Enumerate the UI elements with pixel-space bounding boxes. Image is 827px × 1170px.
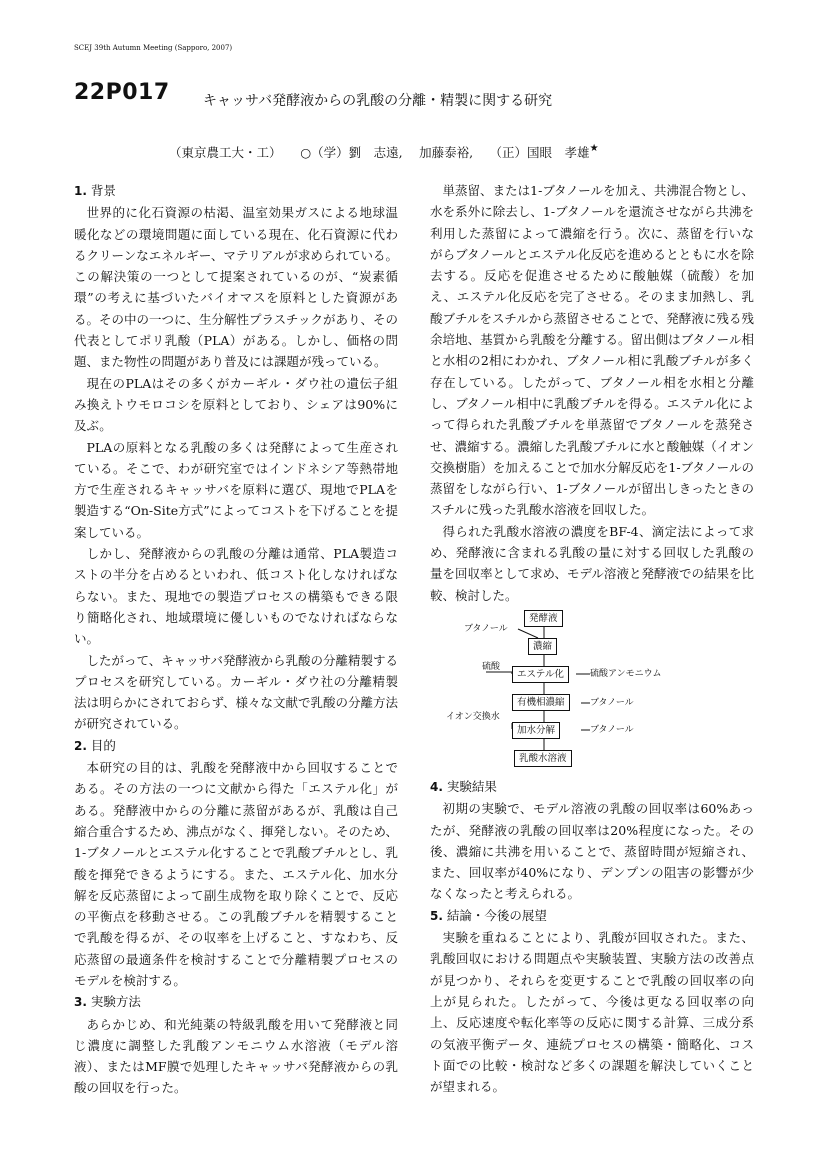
flow-box-fermentation-broth: 発酵液 [524, 610, 563, 627]
flow-output-ammonium-sulfate: 硫酸アンモニウム [590, 668, 662, 679]
author-mark: ★ [589, 143, 599, 154]
paper-title: キャッサバ発酵液からの乳酸の分離・精製に関する研究 [203, 93, 553, 109]
section-heading-4 [430, 776, 754, 798]
authors-text: （東京農工大・工） ○（学）劉 志遠, 加藤泰裕, （正）国眼 孝雄 [169, 145, 590, 160]
flow-input-sulfuric-acid: 硫酸 [482, 661, 501, 672]
section-title: 目的 [90, 737, 116, 753]
paragraph: 得られた乳酸水溶液の濃度をBF-4、滴定法によって求め、発酵液に含まれる乳酸の量に対する回収した乳酸の量を回収率として求め、モデル溶液と発酵液での結果を比較、検討した。 [430, 523, 754, 603]
process-flowchart [430, 608, 754, 773]
paragraph: PLAの原料となる乳酸の多くは発酵によって生産されている。そこで、わが研究室ではインドネシア等熱帯地方で生産されるキャッサバを原料に選び、現地でPLAを製造する“On-Site方式”によってコストを下げることを提案している。 [74, 439, 398, 540]
paragraph: しかし、発酵液からの乳酸の分離は通常、PLA製造コストの半分を占めるといわれ、低コスト化しなければならない。また、現地での製造プロセスの構築もできる限り簡略化され、地域環境に優しいものでなければならない。 [74, 546, 398, 647]
section-number: 2. [74, 738, 87, 753]
right-column [430, 180, 754, 1097]
section-title: 結論・今後の展望 [446, 907, 547, 923]
conference-header: SCEJ 39th Autumn Meeting (Sapporo, 2007) [74, 44, 233, 52]
section-heading-3 [74, 991, 398, 1013]
flow-box-organic-phase-concentration: 有機相濃縮 [512, 694, 570, 711]
flow-output-butanol-2: ブタノール [590, 724, 634, 735]
section-title: 背景 [90, 183, 116, 198]
left-column [74, 180, 398, 1099]
section-title: 実験結果 [446, 778, 497, 794]
flow-box-hydrolysis: 加水分解 [512, 722, 560, 739]
flow-input-butanol: ブタノール [464, 623, 508, 634]
authors-line [169, 143, 599, 161]
paragraph: 現在のPLAはその多くがカーギル・ダウ社の遺伝子組み換えトウモロコシを原料としており、シェアは90%に及ぶ。 [74, 375, 398, 434]
paragraph: 実験を重ねることにより、乳酸が回収された。また、乳酸回収における問題点や実験装置、実験方法の改善点が見つかり、それらを変更することで乳酸の回収率の向上が見られた。したがって、今後は更なる回収率の向上、反応速度や転化率等の反応に関する計算、三成分系の気液平衡データ、連続プロセスの構築・簡略化、コスト面での比較・検討など多くの課題を解決していくことが望まれる。 [430, 930, 754, 1095]
section-number: 4. [430, 779, 443, 794]
flow-input-ion-exchange-water: イオン交換水 [446, 711, 500, 722]
section-title: 実験方法 [90, 994, 141, 1010]
section-number: 1. [74, 184, 87, 198]
section-heading-2 [74, 735, 398, 757]
paragraph: 初期の実験で、モデル溶液の乳酸の回収率は60%あったが、発酵液の乳酸の回収率は20%程度になった。その後、濃縮に共沸を用いることで、蒸留時間が短縮され、また、回収率が40%になり、デンプンの阻害の影響が少なくなったと考えられる。 [430, 801, 754, 902]
paragraph: 単蒸留、または1-ブタノールを加え、共沸混合物とし、水を系外に除去し、1-ブタノールを還流させながら共沸を利用した蒸留によって濃縮を行う。次に、蒸留を行いながらブタノールとエステル化反応を進めるとともに水を除去する。反応を促進させるために酸触媒（硫酸）を加え、エステル化反応を完了させる。そのまま加熱し、乳酸ブチルをスチルから蒸留させることで、発酵液に残る残余培地、基質から乳酸を分離する。留出側はブタノール相と水相の2相にわかれ、ブタノール相に乳酸ブチルが多く存在している。したがって、ブタノール相を水相と分離し、ブタノール相中に乳酸ブチルを得る。エステル化によって得られた乳酸ブチルを単蒸留でブタノールを蒸発させ、濃縮する。濃縮した乳酸ブチルに水と酸触媒（イオン交換樹脂）を加えることで加水分解反応を1-ブタノールの蒸留をしながら行い、1-ブタノールが留出しきったときのスチルに残った乳酸水溶液を回収した。 [430, 183, 754, 518]
flow-box-esterification: エステル化 [512, 666, 569, 683]
paragraph: 本研究の目的は、乳酸を発酵液中から回収することである。その方法の一つに文献から得た「エステル化」がある。発酵液中からの分離に蒸留があるが、乳酸は自己縮合重合するため、沸点がなく、揮発しない。そのため、1-ブタノールとエステル化することで乳酸ブチルとし、乳酸を揮発できるようにする。また、エステル化、加水分解を反応蒸留によって副生成物を取り除くことで、反応の平衡点を移動させる。この乳酸ブチルを精製することで乳酸を得るが、その収率を上げること、すなわち、反応蒸留の最適条件を検討することで分離精製プロセスのモデルを検討する。 [74, 760, 398, 988]
paragraph: 世界的に化石資源の枯渇、温室効果ガスによる地球温暖化などの環境問題に面している現在、化石資源に代わるクリーンなエネルギー、マテリアルが求められている。この解決策の一つとして提案されているのが、“炭素循環”の考えに基づいたバイオマスを原料とした資源がある。その中の一つに、生分解性プラスチックがあり、その代表としてポリ乳酸（PLA）がある。しかし、価格の問題、また物性の問題があり普及には課題が残っている。 [74, 205, 399, 370]
flow-box-concentration: 濃縮 [528, 638, 557, 655]
paragraph: したがって、キャッサバ発酵液から乳酸の分離精製するプロセスを研究している。カーギル・ダウ社の分離精製法は明らかにされておらず、様々な文献で乳酸の分離方法が研究されている。 [74, 652, 399, 732]
paragraph: あらかじめ、和光純薬の特級乳酸を用いて発酵液と同じ濃度に調整した乳酸アンモニウム水溶液（モデル溶液）、またはMF膜で処理したキャッサバ発酵液からの乳酸の回収を行った。 [74, 1016, 398, 1096]
section-number: 3. [74, 995, 87, 1010]
section-heading-1 [74, 180, 398, 202]
section-number: 5. [430, 908, 443, 923]
flow-output-butanol-1: ブタノール [590, 697, 634, 708]
paper-id: 22P017 [74, 80, 170, 105]
flow-box-lactic-acid-solution: 乳酸水溶液 [514, 750, 572, 767]
section-heading-5 [430, 905, 754, 927]
